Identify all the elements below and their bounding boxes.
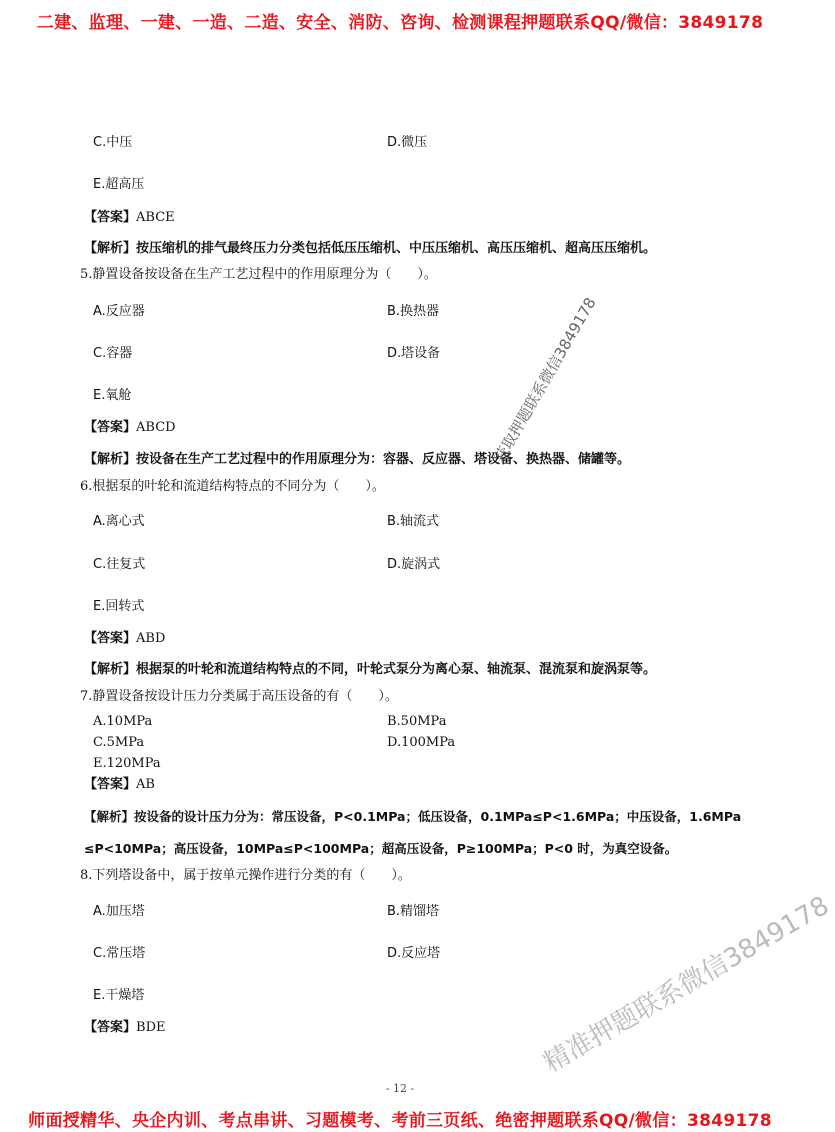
q7-option-c: C.5MPa xyxy=(93,735,145,750)
q8-option-b: B.精馏塔 xyxy=(387,904,440,919)
explanation-label: 【解析】 xyxy=(84,452,137,467)
header-banner: 二建、监理、一建、一造、二造、安全、消防、咨询、检测课程押题联系QQ/微信：3849178 xyxy=(36,13,764,33)
q6-answer xyxy=(84,630,165,648)
q7-option-a: A.10MPa xyxy=(93,714,153,729)
q6-option-e: E.回转式 xyxy=(93,599,145,614)
q4-option-d: D.微压 xyxy=(387,135,428,150)
q4-option-c: C.中压 xyxy=(93,135,133,150)
answer-value: ABCD xyxy=(136,420,176,435)
q5-option-d: D.塔设备 xyxy=(387,346,441,361)
page-number: - 12 - xyxy=(385,1082,415,1095)
q5-answer xyxy=(84,419,176,437)
q7-answer xyxy=(84,776,155,794)
q6-option-c: C.往复式 xyxy=(93,557,146,572)
q7-option-d: D.100MPa xyxy=(387,735,456,750)
q8-option-c: C.常压塔 xyxy=(93,946,146,961)
q6-explanation xyxy=(84,661,656,679)
answer-value: ABCE xyxy=(136,210,175,225)
q8-option-a: A.加压塔 xyxy=(93,904,145,919)
q8-option-e: E.干燥塔 xyxy=(93,988,145,1003)
answer-label: 【答案】 xyxy=(84,777,137,792)
explanation-label: 【解析】 xyxy=(84,809,135,824)
watermark-small: 获取押题联系微信3849178 xyxy=(490,294,600,466)
q6-option-d: D.旋涡式 xyxy=(387,557,441,572)
answer-value: BDE xyxy=(136,1020,166,1035)
q7-option-b: B.50MPa xyxy=(387,714,447,729)
explanation-text: 按设备的设计压力分为：常压设备，P<0.1MPa；低压设备，0.1MPa≤P<1.6MPa；中压设备，1.6MPa xyxy=(134,809,742,824)
q7-option-e: E.120MPa xyxy=(93,756,161,771)
explanation-text: 按压缩机的排气最终压力分类包括低压压缩机、中压压缩机、高压压缩机、超高压压缩机。 xyxy=(136,241,657,256)
answer-value: ABD xyxy=(136,631,166,646)
q5-question: 5.静置设备按设备在生产工艺过程中的作用原理分为（ ）。 xyxy=(80,267,437,282)
answer-value: AB xyxy=(136,777,155,792)
q6-option-a: A.离心式 xyxy=(93,514,145,529)
answer-label: 【答案】 xyxy=(84,210,137,225)
q7-explanation-continued: ≤P<10MPa；高压设备，10MPa≤P<100MPa；超高压设备，P≥100MPa；P<0 时，为真空设备。 xyxy=(84,841,678,856)
explanation-label: 【解析】 xyxy=(84,662,137,677)
q5-option-e: E.氧舱 xyxy=(93,388,132,403)
answer-label: 【答案】 xyxy=(84,1020,137,1035)
q6-option-b: B.轴流式 xyxy=(387,514,440,529)
q7-question: 7.静置设备按设计压力分类属于高压设备的有（ ）。 xyxy=(80,689,398,704)
q5-option-c: C.容器 xyxy=(93,346,133,361)
answer-label: 【答案】 xyxy=(84,420,137,435)
q4-explanation xyxy=(84,240,656,258)
q5-option-a: A.反应器 xyxy=(93,304,145,319)
q7-explanation xyxy=(84,808,741,826)
q8-option-d: D.反应塔 xyxy=(387,946,441,961)
q4-option-e: E.超高压 xyxy=(93,177,145,192)
q5-option-b: B.换热器 xyxy=(387,304,440,319)
q8-answer xyxy=(84,1019,165,1037)
explanation-label: 【解析】 xyxy=(84,241,137,256)
answer-label: 【答案】 xyxy=(84,631,137,646)
explanation-text: 根据泵的叶轮和流道结构特点的不同，叶轮式泵分为离心泵、轴流泵、混流泵和旋涡泵等。 xyxy=(136,662,657,677)
q5-explanation xyxy=(84,451,630,469)
watermark-large: 精准押题联系微信3849178 xyxy=(538,890,835,1079)
q4-answer xyxy=(84,209,175,227)
footer-banner: 师面授精华、央企内训、考点串讲、习题模考、考前三页纸、绝密押题联系QQ/微信：3849178 xyxy=(28,1111,772,1131)
q6-question: 6.根据泵的叶轮和流道结构特点的不同分为（ ）。 xyxy=(80,479,385,494)
explanation-text: 按设备在生产工艺过程中的作用原理分为：容器、反应器、塔设备、换热器、储罐等。 xyxy=(136,452,631,467)
q8-question: 8.下列塔设备中，属于按单元操作进行分类的有（ ）。 xyxy=(80,868,411,883)
